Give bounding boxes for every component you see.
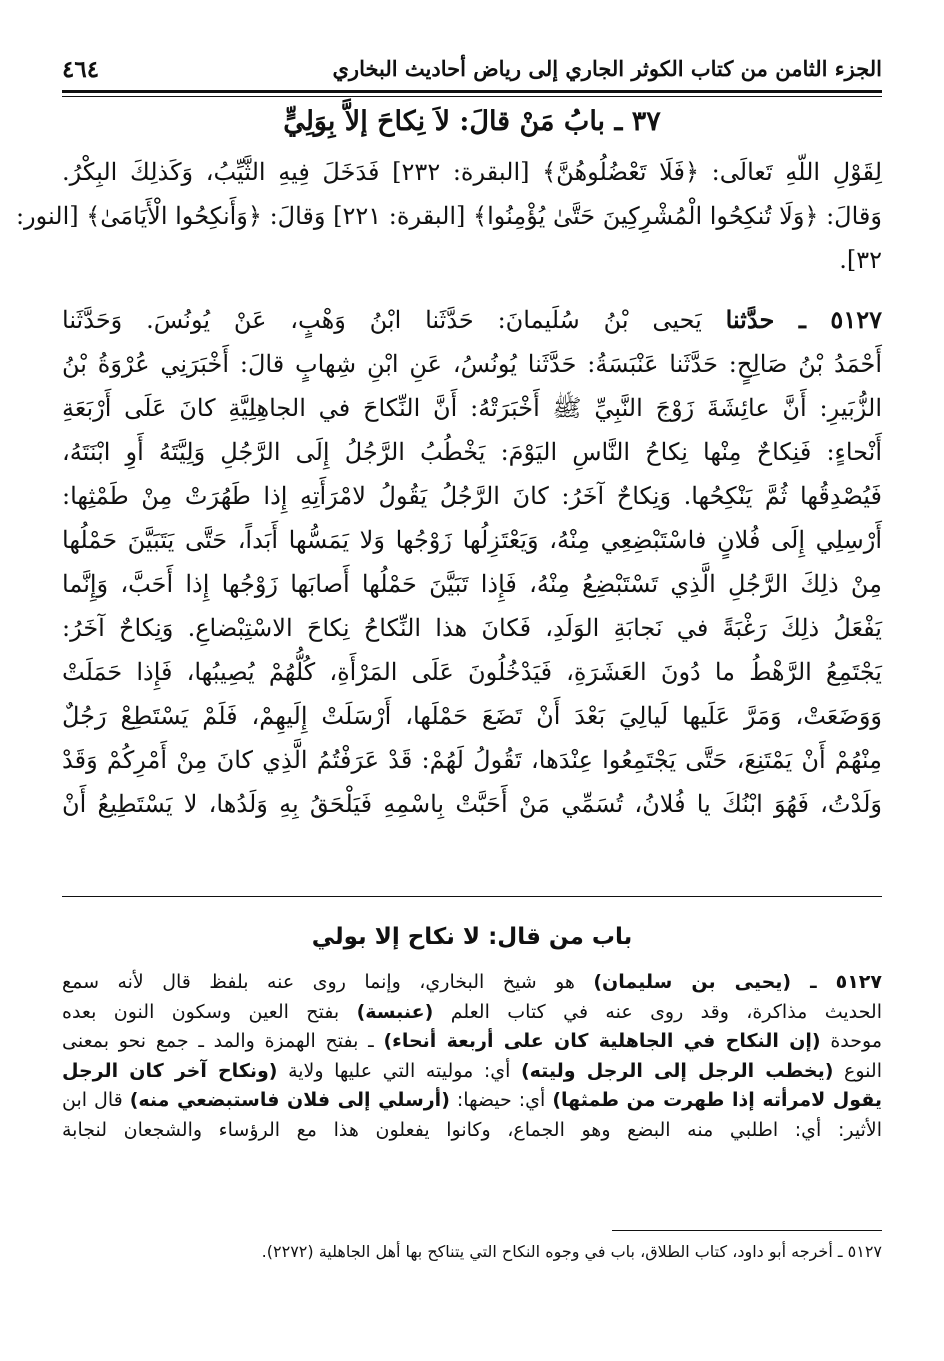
hadith-line: أَنْحاءٍ: فَنِكاحٌ مِنْها نِكاحُ النَّاسِ اليَوْمَ: يَخْطُبُ الرَّجُلُ إِلَى الرَّجُلِ وَلِيَّتَهُ أَوِ ابْنَتَهُ، bbox=[62, 438, 882, 466]
hadith-line: مِنْ ذلِكَ الرَّجُلِ الَّذِي تَسْتَبْضِعُ مِنْهُ، فَإِذا تَبَيَّنَ حَمْلُها أَصابَها زَوْجُها إِذا أَحَبَّ، وَإِنَّما bbox=[62, 570, 882, 598]
hadith-line: يَفْعَلُ ذلِكَ رَغْبَةً في نَجابَةِ الوَلَدِ، فَكانَ هذا النِّكاحُ نِكاحَ الاسْتِبْضاعِ. وَنِكاحٌ آخَرُ: bbox=[62, 614, 882, 642]
intro-line: لِقَوْلِ اللّهِ تَعالَى: ﴿فَلَا تَعْضُلُوهُنَّ﴾ [البقرة: ٢٣٢] فَدَخَلَ فِيهِ الثَّيِّبُ، وَكَذلِكَ البِكْرُ. bbox=[62, 158, 883, 186]
text-separator bbox=[62, 896, 882, 897]
commentary-line: النوع (يخطب الرجل إلى الرجل وليته) أي: موليته التي عليها ولاية (ونكاح آخر كان الرجل bbox=[62, 1059, 882, 1082]
hadith-line: يَجْتَمِعُ الرَّهْطُ ما دُونَ العَشَرَةِ، فَيَدْخُلُونَ عَلَى المَرْأَةِ، كُلُّهُمْ يُصِيبُها، فَإِذا حَمَلَتْ bbox=[62, 658, 882, 686]
hadith-line: أَحْمَدُ بْنُ صَالِحٍ: حَدَّثَنا عَنْبَسَةُ: حَدَّثَنا يُونُسُ، عَنِ ابْنِ شِهابٍ قالَ: أَخْبَرَنِي عُرْوَةُ بْنُ bbox=[62, 350, 882, 378]
chapter-intro bbox=[15, 150, 883, 282]
hadith-line: فَيُصْدِقُها ثُمَّ يَنْكِحُها. وَنِكاحٌ آخَرُ: كانَ الرَّجُلُ يَقُولُ لامْرَأَتِهِ إِذا طَهُرَتْ مِنْ طَمْثِها: bbox=[62, 482, 882, 510]
hadith-line: مِنْهُمْ أَنْ يَمْتَنِعَ، حَتَّى يَجْتَمِعُوا عِنْدَها، تَقُولُ لَهُمْ: قَدْ عَرَفْتُمُ الَّذِي كانَ مِنْ أَمْرِكُمْ وَقَدْ bbox=[62, 746, 882, 774]
header-rule-thin bbox=[62, 96, 882, 97]
chapter-heading: ٣٧ ـ بابُ مَنْ قالَ: لاَ نِكاحَ إلاَّ بِوَلِيٍّ bbox=[283, 106, 661, 137]
page-number: ٤٦٤ bbox=[62, 56, 100, 83]
hadith-line: أَرْسِلِي إِلَى فُلانٍ فاسْتَبْضِعِي مِنْهُ، وَيَعْتَزِلُها زَوْجُها وَلا يَمَسُّها أَبَداً، حَتَّى يَتَبَيَّنَ حَمْلُها bbox=[62, 526, 882, 554]
intro-line: ٣٢]. bbox=[839, 246, 882, 274]
hadith-line: وَلَدْتُ، فَهُوَ ابْنُكَ يا فُلانُ، تُسَمِّي مَنْ أَحَبَّتْ بِاسْمِهِ فَيَلْحَقُ بِهِ وَلَدُها، لا يَسْتَطِيعُ أَنْ bbox=[62, 790, 882, 818]
hadith-number: ٥١٢٧ ـ حدَّثنا bbox=[725, 305, 882, 334]
commentary-line: ٥١٢٧ ـ (يحيى بن سليمان) هو شيخ البخاري، وإنما روى عنه بلفظ قال لأنه سمع bbox=[62, 971, 882, 993]
intro-line: وَقالَ: ﴿وَلَا تُنكِحُوا الْمُشْرِكِينَ حَتَّىٰ يُؤْمِنُوا﴾ [البقرة: ٢٢١] وَقالَ: ﴿وَأَنكِحُوا الْأَيَامَىٰ﴾ [النور: bbox=[15, 202, 882, 230]
running-header bbox=[62, 52, 882, 92]
hadith-line: ٥١٢٧ ـ حدَّثنا يَحيى بْنُ سُلَيمانَ: حَدَّثَنا ابْنُ وَهْبٍ، عَنْ يُونُسَ. وَحَدَّثَنا bbox=[62, 305, 882, 334]
commentary-heading: باب من قال: لا نكاح إلا بولي bbox=[311, 924, 633, 950]
header-rule bbox=[62, 90, 882, 93]
commentary-line: الأثير: أي: اطلبي منه البضع وهو الجماع، وكانوا يفعلون هذا مع الرؤساء والشجعان لنجابة bbox=[62, 1118, 882, 1141]
hadith-line: الزُّبَيرِ: أَنَّ عائِشَةَ زَوْجَ النَّبِيِّ ﷺ أَخْبَرَتْهُ: أَنَّ النِّكاحَ في الجاهِلِيَّةِ كانَ عَلَى أَرْبَعَةِ bbox=[62, 394, 882, 422]
footnote-rule bbox=[612, 1230, 882, 1231]
footnote: ٥١٢٧ ـ أخرجه أبو داود، كتاب الطلاق، باب في وجوه النكاح التي يتناكح بها أهل الجاهلية (٢٢٧٢). bbox=[261, 1242, 882, 1261]
hadith-line: وَوَضَعَتْ، وَمَرَّ عَلَيها لَيالِيَ بَعْدَ أَنْ تَضَعَ حَمْلَها، أَرْسَلَتْ إِلَيهِمْ، فَلَمْ يَسْتَطِعْ رَجُلٌ bbox=[62, 702, 882, 730]
commentary-line: موحدة (إن النكاح في الجاهلية كان على أربعة أنحاء) ـ بفتح الهمزة والمد ـ جمع نحو بمعنى bbox=[62, 1030, 882, 1052]
hadith-text bbox=[62, 298, 882, 826]
header-title: الجزء الثامن من كتاب الكوثر الجاري إلى رياض أحاديث البخاري bbox=[332, 56, 882, 81]
commentary-text bbox=[62, 968, 882, 1145]
commentary-line: يقول لامرأته إذا طهرت من طمثها) أي: حيضها: (أرسلي إلى فلان فاستبضعي منه) قال ابن bbox=[62, 1089, 883, 1111]
commentary-line: الحديث مذاكرة، وقد روى عنه في كتاب العلم (عنبسة) بفتح العين وسكون النون بعده bbox=[62, 1000, 882, 1023]
